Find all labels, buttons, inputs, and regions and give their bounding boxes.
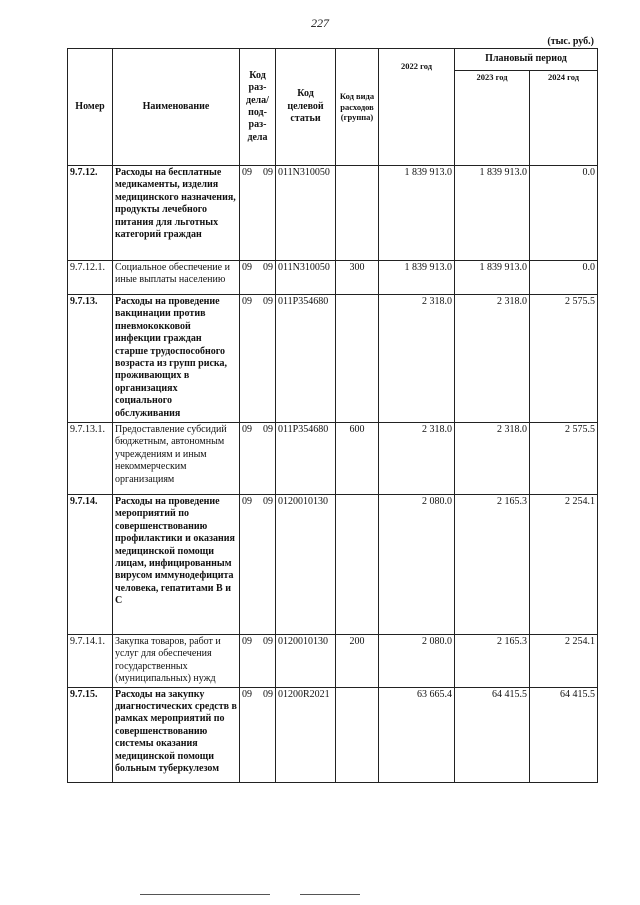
row-expense-code [336, 295, 379, 423]
table-row [68, 423, 598, 495]
row-2023: 64 415.5 [455, 687, 530, 782]
row-2023: 2 165.3 [455, 635, 530, 688]
row-number: 9.7.14. [68, 495, 113, 635]
row-name: Расходы на бесплатные медикаменты, изделия медицинского назначения, продукты лечебного питания для льготных категорий граждан [113, 166, 240, 261]
header-2024: 2024 год [530, 71, 598, 166]
row-section-code [240, 423, 276, 495]
podrazdel-code: 09 [263, 636, 273, 647]
row-number: 9.7.13. [68, 295, 113, 423]
header-name: Наименование [113, 49, 240, 166]
row-section-code [240, 495, 276, 635]
row-number: 9.7.15. [68, 687, 113, 782]
row-expense-code [336, 495, 379, 635]
table-row [68, 687, 598, 782]
podrazdel-code: 09 [263, 688, 273, 700]
row-2022: 63 665.4 [379, 687, 455, 782]
signature-line [140, 894, 270, 895]
row-2024: 0.0 [530, 166, 598, 261]
row-2024: 0.0 [530, 261, 598, 295]
razdel-code: 09 [242, 636, 252, 647]
row-section-code [240, 635, 276, 688]
razdel-code: 09 [242, 424, 252, 435]
header-number: Номер [68, 49, 113, 166]
row-section-code [240, 295, 276, 423]
row-2022: 2 080.0 [379, 495, 455, 635]
row-target-code: 011P354680 [276, 295, 336, 423]
row-expense-code [336, 687, 379, 782]
podrazdel-code: 09 [263, 167, 273, 178]
signature-line [300, 894, 360, 895]
podrazdel-code: 09 [263, 262, 273, 273]
row-target-code: 011N310050 [276, 261, 336, 295]
row-2023: 1 839 913.0 [455, 261, 530, 295]
row-2024: 64 415.5 [530, 687, 598, 782]
row-target-code: 0120010130 [276, 495, 336, 635]
row-target-code: 0120010130 [276, 635, 336, 688]
page-number: 227 [311, 16, 329, 30]
row-expense-code: 600 [336, 423, 379, 495]
header-2023: 2023 год [455, 71, 530, 166]
header-target: Код целевой статьи [276, 49, 336, 166]
row-2022: 2 080.0 [379, 635, 455, 688]
row-name: Социальное обеспечение и иные выплаты населению [113, 261, 240, 295]
header-section: Код раз- дела/ под- раз- дела [240, 49, 276, 166]
row-target-code: 011N310050 [276, 166, 336, 261]
razdel-code: 09 [242, 296, 252, 307]
row-2022: 1 839 913.0 [379, 261, 455, 295]
row-2023: 1 839 913.0 [455, 166, 530, 261]
row-2022: 2 318.0 [379, 295, 455, 423]
budget-table [67, 48, 598, 783]
row-name: Расходы на проведение вакцинации против пневмококковой инфекции граждан старше трудоспособного возраста из групп риска, проживающих в организациях социального обслуживания [113, 295, 240, 423]
row-section-code [240, 166, 276, 261]
row-expense-code: 300 [336, 261, 379, 295]
razdel-code: 09 [242, 262, 252, 273]
row-2023: 2 318.0 [455, 295, 530, 423]
row-2024: 2 254.1 [530, 635, 598, 688]
podrazdel-code: 09 [263, 424, 273, 435]
row-name: Расходы на закупку диагностических средств в рамках мероприятий по совершенствованию системы оказания медицинской помощи больным туберкулезом [113, 687, 240, 782]
row-name: Расходы на проведение мероприятий по совершенствованию профилактики и оказания медицинской помощи лицам, инфицированным вирусом иммунодефицита человека, гепатитами В и С [113, 495, 240, 635]
header-2022: 2022 год [379, 49, 455, 166]
row-2022: 2 318.0 [379, 423, 455, 495]
row-target-code: 01200R2021 [276, 687, 336, 782]
header-planned: Плановый период [455, 49, 598, 71]
units-label: (тыс. руб.) [547, 36, 594, 47]
table-row [68, 166, 598, 261]
podrazdel-code: 09 [263, 296, 273, 307]
razdel-code: 09 [242, 688, 252, 700]
row-number: 9.7.14.1. [68, 635, 113, 688]
row-2024: 2 254.1 [530, 495, 598, 635]
table-row [68, 261, 598, 295]
row-name: Предоставление субсидий бюджетным, автономным учреждениям и иным некоммерческим организациям [113, 423, 240, 495]
row-2024: 2 575.5 [530, 295, 598, 423]
row-2024: 2 575.5 [530, 423, 598, 495]
row-target-code: 011P354680 [276, 423, 336, 495]
razdel-code: 09 [242, 167, 252, 178]
row-number: 9.7.12. [68, 166, 113, 261]
row-expense-code: 200 [336, 635, 379, 688]
table-row [68, 495, 598, 635]
table-row [68, 295, 598, 423]
table-row [68, 635, 598, 688]
row-name: Закупка товаров, работ и услуг для обеспечения государственных (муниципальных) нужд [113, 635, 240, 688]
row-section-code [240, 261, 276, 295]
podrazdel-code: 09 [263, 496, 273, 507]
row-2023: 2 318.0 [455, 423, 530, 495]
header-expense: Код вида расходов (группа) [336, 49, 379, 166]
row-2023: 2 165.3 [455, 495, 530, 635]
row-expense-code [336, 166, 379, 261]
row-2022: 1 839 913.0 [379, 166, 455, 261]
row-number: 9.7.12.1. [68, 261, 113, 295]
row-section-code [240, 687, 276, 782]
row-number: 9.7.13.1. [68, 423, 113, 495]
razdel-code: 09 [242, 496, 252, 507]
